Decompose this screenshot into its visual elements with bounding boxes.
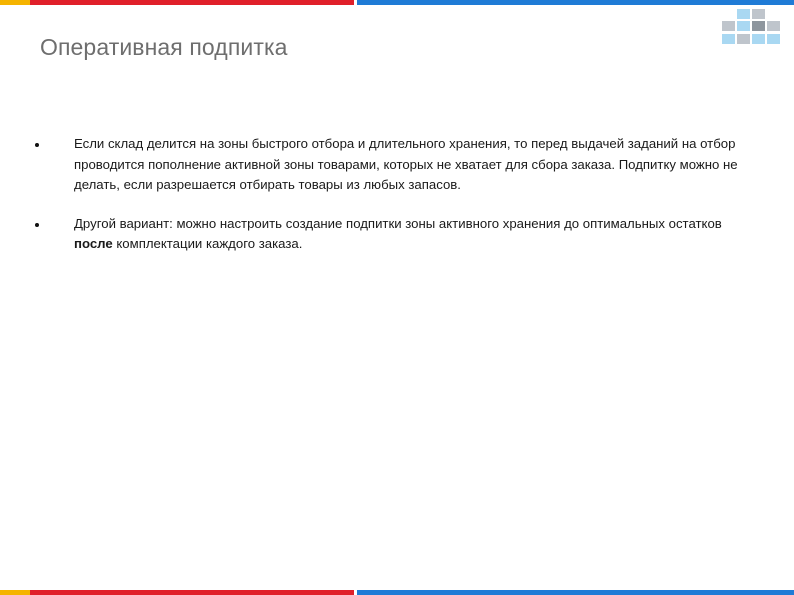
bullet-list bbox=[74, 134, 764, 273]
bullet-text-after: комплектации каждого заказа. bbox=[112, 236, 303, 251]
stripe-red-segment bbox=[30, 590, 354, 595]
bullet-dot-icon bbox=[35, 143, 39, 147]
slide-title: Оперативная подпитка bbox=[40, 34, 288, 60]
top-color-stripe bbox=[0, 0, 794, 5]
stripe-yellow-segment bbox=[0, 0, 30, 5]
bullet-bold-word: после bbox=[74, 236, 113, 251]
bottom-color-stripe bbox=[0, 590, 794, 595]
bullet-dot-icon bbox=[35, 223, 39, 227]
grid-squares-logo-icon bbox=[722, 9, 780, 53]
stripe-yellow-segment bbox=[0, 590, 30, 595]
bullet-item-1 bbox=[74, 134, 764, 196]
stripe-red-segment bbox=[30, 0, 354, 5]
stripe-blue-segment bbox=[357, 590, 794, 595]
bullet-item-2 bbox=[74, 214, 764, 255]
bullet-text: Если склад делится на зоны быстрого отбора и длительного хранения, то перед выдачей заданий на отбор проводится пополнение активной зоны товарами, которых не хватает для сбора заказа. Подпитку можно не делать, если разрешается отбирать товары из любых запасов. bbox=[74, 136, 738, 192]
stripe-blue-segment bbox=[357, 0, 794, 5]
bullet-text-before: Другой вариант: можно настроить создание подпитки зоны активного хранения до оптимальных остатков bbox=[74, 215, 722, 231]
